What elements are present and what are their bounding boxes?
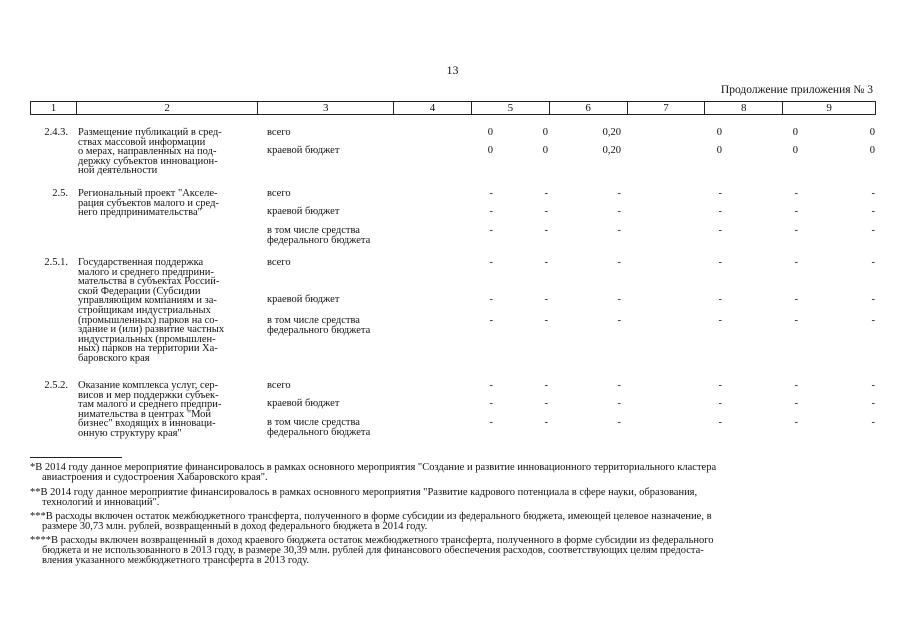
source-label: федерального бюджета	[267, 426, 371, 438]
value-cell: -	[489, 257, 493, 268]
row-name-line: индустриальных (промышлен-	[78, 333, 216, 345]
row-name-line: висов и мер поддержки субъек-	[78, 389, 219, 401]
source-label: краевой бюджет	[267, 145, 340, 156]
source-label: в том числе средства	[267, 315, 360, 326]
value-cell: -	[489, 398, 493, 409]
value-cell: -	[718, 206, 722, 217]
value-cell: -	[617, 206, 621, 217]
row-name-line: Оказание комплекса услуг, сер-	[78, 380, 219, 391]
source-label: всего	[267, 188, 291, 199]
row-name-line: управляющим компаниям и за-	[78, 295, 217, 307]
value-cell: 0	[487, 127, 493, 138]
header-cell-6: 6	[550, 102, 628, 114]
row-name-line: о мерах, направленных на под-	[78, 146, 217, 158]
value-cell: 0	[716, 145, 722, 156]
value-cell: -	[617, 257, 621, 268]
row-number: 2.5.1.	[44, 257, 68, 268]
value-cell: -	[718, 225, 722, 236]
row-name-line: ской Федерации (Субсидии	[78, 285, 201, 297]
row-name-line: баровского края	[78, 353, 150, 364]
footnote-line: ***В расходы включен остаток межбюджетного трансферта, полученного в форме субсидии из федерального бюджета, имеющей целевое назначение, в	[30, 511, 712, 522]
footnote-separator	[30, 457, 122, 458]
row-name-line: ствах массовой информации	[78, 136, 206, 148]
header-cell-4: 4	[394, 102, 472, 114]
value-cell: -	[794, 315, 798, 326]
value-cell: -	[871, 417, 875, 428]
row-name-line: малого и среднего предприни-	[78, 266, 214, 278]
value-cell: -	[617, 380, 621, 391]
value-cell: 0	[542, 145, 548, 156]
value-cell: -	[794, 188, 798, 199]
value-cell: -	[617, 417, 621, 428]
value-cell: -	[617, 315, 621, 326]
footnote-line: вления указанного межбюджетного трансферта в 2013 году.	[42, 554, 310, 566]
row-name-line: бизнес" входящих в инноваци-	[78, 418, 216, 430]
value-cell: -	[871, 398, 875, 409]
row-name-line: Региональный проект "Акселе-	[78, 188, 218, 199]
row-name-line: Государственная поддержка	[78, 257, 204, 268]
source-label: в том числе средства	[267, 417, 360, 428]
value-cell: -	[544, 257, 548, 268]
row-name-line: него предпринимательства"	[78, 207, 202, 219]
source-label: всего	[267, 380, 291, 391]
value-cell: -	[489, 188, 493, 199]
source-label: краевой бюджет	[267, 398, 340, 409]
row-name-line: (промышленных) парков на со-	[78, 314, 219, 326]
value-cell: -	[871, 188, 875, 199]
footnote-line: технологий и инноваций".	[42, 496, 160, 508]
value-cell: -	[794, 398, 798, 409]
value-cell: -	[718, 398, 722, 409]
footnote-line: авиастроения и судостроения Хабаровского края".	[42, 471, 268, 483]
value-cell: -	[718, 188, 722, 199]
row-name-line: ных) парков на территории Ха-	[78, 343, 218, 355]
value-cell: -	[489, 417, 493, 428]
value-cell: -	[544, 380, 548, 391]
value-cell: 0	[869, 145, 875, 156]
header-cell-7: 7	[628, 102, 706, 114]
value-cell: -	[871, 294, 875, 305]
footnote-line: размере 30,73 млн. рублей, возвращенный в доход федерального бюджета в 2014 году.	[42, 520, 428, 532]
value-cell: -	[871, 206, 875, 217]
source-label: в том числе средства	[267, 225, 360, 236]
value-cell: 0,20	[602, 127, 621, 138]
header-cell-8: 8	[705, 102, 783, 114]
value-cell: -	[718, 417, 722, 428]
value-cell: 0	[487, 145, 493, 156]
value-cell: -	[489, 315, 493, 326]
value-cell: -	[718, 257, 722, 268]
value-cell: -	[871, 380, 875, 391]
footnote-line: *В 2014 году данное мероприятие финансировалось в рамках основного мероприятия "Создание и развитие инновационного территориального кластера	[30, 462, 717, 473]
value-cell: -	[544, 206, 548, 217]
row-name-line: ной деятельности	[78, 165, 158, 177]
value-cell: -	[871, 225, 875, 236]
value-cell: 0	[792, 127, 798, 138]
value-cell: -	[544, 398, 548, 409]
value-cell: -	[871, 257, 875, 268]
row-name-line: онную структуру края"	[78, 428, 182, 439]
value-cell: -	[794, 294, 798, 305]
value-cell: -	[794, 257, 798, 268]
header-cell-5: 5	[472, 102, 550, 114]
value-cell: -	[617, 225, 621, 236]
source-label: всего	[267, 127, 291, 138]
value-cell: -	[617, 398, 621, 409]
value-cell: -	[718, 294, 722, 305]
value-cell: -	[544, 188, 548, 199]
header-cell-1: 1	[31, 102, 77, 114]
source-label: краевой бюджет	[267, 206, 340, 217]
value-cell: 0,20	[602, 145, 621, 156]
header-cell-3: 3	[258, 102, 394, 114]
value-cell: -	[489, 380, 493, 391]
row-name-line: держку субъектов инновацион-	[78, 155, 218, 167]
value-cell: -	[794, 206, 798, 217]
value-cell: 0	[792, 145, 798, 156]
header-cell-2: 2	[77, 102, 259, 114]
value-cell: -	[489, 206, 493, 217]
row-number: 2.4.3.	[44, 127, 68, 138]
value-cell: 0	[869, 127, 875, 138]
value-cell: -	[718, 315, 722, 326]
value-cell: -	[871, 315, 875, 326]
value-cell: -	[794, 225, 798, 236]
table-header	[30, 101, 876, 115]
value-cell: -	[794, 380, 798, 391]
source-label: федерального бюджета	[267, 324, 371, 336]
source-label: всего	[267, 257, 291, 268]
value-cell: 0	[542, 127, 548, 138]
page-number: 13	[446, 63, 459, 77]
footnote-line: бюджета и не использованного в 2013 году, в размере 30,39 млн. рублей для финансового обеспечения расходов, соответствующих целям предоста-	[42, 544, 704, 556]
value-cell: -	[544, 417, 548, 428]
value-cell: -	[489, 294, 493, 305]
row-name-line: Размещение публикаций в сред-	[78, 127, 222, 138]
header-cell-9: 9	[826, 102, 832, 114]
value-cell: -	[544, 225, 548, 236]
row-name-line: мательства в субъектах Россий-	[78, 276, 220, 288]
value-cell: -	[489, 225, 493, 236]
value-cell: -	[718, 380, 722, 391]
row-name-line: там малого и среднего предпри-	[78, 399, 222, 411]
row-name-line: рация субъектов малого и сред-	[78, 197, 219, 209]
row-number: 2.5.2.	[44, 380, 68, 391]
source-label: федерального бюджета	[267, 234, 371, 246]
continuation-label: Продолжение приложения № 3	[720, 84, 873, 96]
value-cell: -	[617, 188, 621, 199]
row-name-line: стройщикам индустриальных	[78, 305, 211, 316]
footnote-line: ****В расходы включен возвращенный в доход краевого бюджета остаток межбюджетного трансферта, полученного в форме субсидии из федерального	[30, 535, 714, 546]
row-name-line: здание и (или) развитие частных	[78, 324, 225, 336]
footnote-line: **В 2014 году данное мероприятие финансировалось в рамках основного мероприятия "Развитие кадрового потенциала в сфере науки, образования,	[30, 487, 698, 498]
value-cell: -	[544, 315, 548, 326]
value-cell: -	[544, 294, 548, 305]
value-cell: 0	[716, 127, 722, 138]
row-number: 2.5.	[52, 188, 68, 199]
row-name-line: нимательства в центрах "Мой	[78, 408, 212, 420]
value-cell: -	[794, 417, 798, 428]
source-label: краевой бюджет	[267, 294, 340, 305]
value-cell: -	[617, 294, 621, 305]
